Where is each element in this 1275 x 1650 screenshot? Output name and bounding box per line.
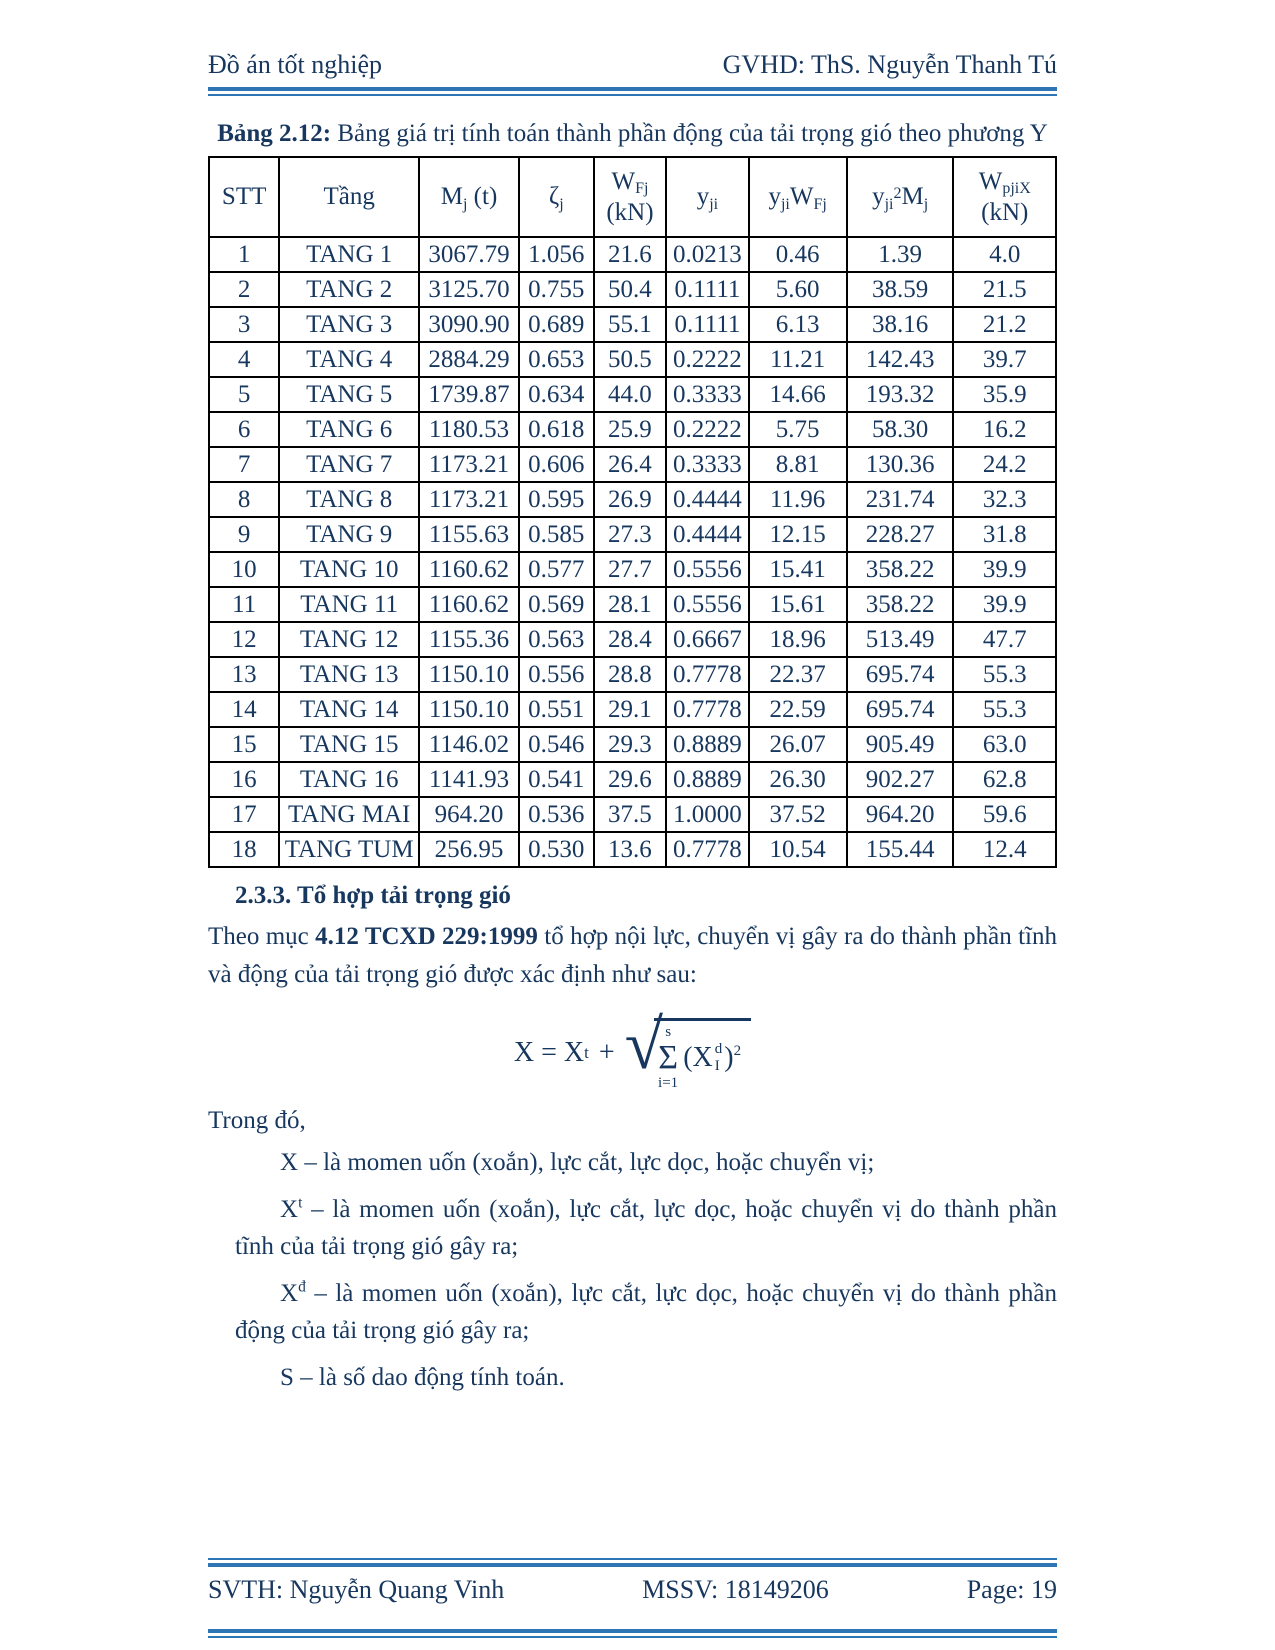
table-cell: 6 [209,412,279,447]
table-cell: 55.1 [594,307,667,342]
table-cell: 26.4 [594,447,667,482]
table-cell: 142.43 [847,342,954,377]
divider-thick-line [208,1629,1057,1633]
table-cell: 12.15 [749,517,847,552]
table-cell: 29.1 [594,692,667,727]
table-row [209,832,1056,867]
table-cell: TANG TUM [279,832,419,867]
divider-thick-line [208,1563,1057,1567]
definition-item [235,1359,1057,1397]
table-cell: 0.551 [519,692,594,727]
column-header: $y_{ji}$ [666,157,748,237]
table-cell: 964.20 [419,797,519,832]
table-cell: 31.8 [953,517,1056,552]
table-cell: 0.541 [519,762,594,797]
table-row [209,622,1056,657]
table-cell: 5.75 [749,412,847,447]
table-cell: 155.44 [847,832,954,867]
table-cell: 5.60 [749,272,847,307]
table-cell: 1180.53 [419,412,519,447]
table-body [209,237,1056,867]
table-cell: 29.6 [594,762,667,797]
table-row [209,412,1056,447]
table-cell: 10 [209,552,279,587]
table-cell: TANG 1 [279,237,419,272]
table-cell: 1155.63 [419,517,519,552]
table-cell: 11.21 [749,342,847,377]
table-cell: 1173.21 [419,447,519,482]
table-cell: 1146.02 [419,727,519,762]
definition-text: – là số dao động tính toán. [293,1363,565,1391]
table-cell: 0.7778 [666,832,748,867]
table-cell: TANG 4 [279,342,419,377]
table-cell: 27.7 [594,552,667,587]
table-cell: 28.1 [594,587,667,622]
table-cell: 0.595 [519,482,594,517]
table-cell: 18 [209,832,279,867]
table-cell: 8.81 [749,447,847,482]
table-cell: 62.8 [953,762,1056,797]
table-cell: TANG 5 [279,377,419,412]
table-cell: 15.61 [749,587,847,622]
table-cell: 0.577 [519,552,594,587]
definition-symbol: X [280,1279,299,1307]
table-row [209,377,1056,412]
table-row [209,342,1056,377]
table-cell: 16.2 [953,412,1056,447]
table-cell: 21.2 [953,307,1056,342]
table-cell: 0.2222 [666,412,748,447]
formula-lhs-superscript: t [584,1043,589,1062]
definition-item [235,1275,1057,1350]
definition-text: – là momen uốn (xoắn), lực cắt, lực dọc, hoặc chuyển vị; [298,1149,875,1176]
table-cell: TANG 12 [279,622,419,657]
table-cell: TANG 9 [279,517,419,552]
square-root [624,1007,751,1091]
table-cell: 3090.90 [419,307,519,342]
table-cell: 2884.29 [419,342,519,377]
table-cell: 44.0 [594,377,667,412]
table-cell: 16 [209,762,279,797]
table-cell: 5 [209,377,279,412]
table-cell: 3067.79 [419,237,519,272]
table-cell: 3 [209,307,279,342]
table-cell: 0.7778 [666,657,748,692]
definitions-list [208,1144,1057,1396]
definition-symbol: X [280,1149,299,1176]
column-header: STT [209,157,279,237]
definition-item [235,1191,1057,1266]
table-cell: TANG 3 [279,307,419,342]
table-cell: 11 [209,587,279,622]
divider-thick-line [208,87,1057,91]
table-row [209,447,1056,482]
wind-load-table [208,156,1057,868]
table-cell: 38.16 [847,307,954,342]
table-cell: 358.22 [847,587,954,622]
table-cell: 37.52 [749,797,847,832]
table-cell: TANG 13 [279,657,419,692]
table-cell: 32.3 [953,482,1056,517]
table-row [209,692,1056,727]
table-cell: 0.1111 [666,307,748,342]
table-cell: 28.8 [594,657,667,692]
footer-student-id: MSSV: 18149206 [642,1575,829,1604]
definition-symbol: X [280,1195,299,1223]
table-cell: 1141.93 [419,762,519,797]
table-cell: 21.6 [594,237,667,272]
header-right-text: GVHD: ThS. Nguyễn Thanh Tú [722,50,1057,79]
table-cell: 0.46 [749,237,847,272]
table-cell: 35.9 [953,377,1056,412]
table-cell: 1.39 [847,237,954,272]
sigma-icon: Σ [658,1038,679,1076]
table-caption-text: Bảng giá trị tính toán thành phần động của tải trọng gió theo phương Y [331,120,1048,147]
table-cell: 1.0000 [666,797,748,832]
table-cell: 10.54 [749,832,847,867]
table-cell: 22.37 [749,657,847,692]
table-cell: 26.30 [749,762,847,797]
table-cell: TANG 11 [279,587,419,622]
table-cell: 1150.10 [419,657,519,692]
table-cell: 26.9 [594,482,667,517]
table-cell: 0.3333 [666,447,748,482]
footer-page-number: Page: 19 [966,1575,1057,1604]
table-cell: 4.0 [953,237,1056,272]
table-cell: 50.4 [594,272,667,307]
table-cell: TANG 7 [279,447,419,482]
definition-symbol-superscript: t [298,1194,303,1212]
table-cell: 14 [209,692,279,727]
table-cell: 25.9 [594,412,667,447]
table-cell: TANG 6 [279,412,419,447]
table-row [209,307,1056,342]
table-cell: 28.4 [594,622,667,657]
table-cell: 8 [209,482,279,517]
table-cell: 1 [209,237,279,272]
divider-thin-line [208,1636,1057,1638]
table-cell: 0.4444 [666,517,748,552]
table-cell: 29.3 [594,727,667,762]
table-row [209,727,1056,762]
definition-text: – là momen uốn (xoắn), lực cắt, lực dọc, hoặc chuyển vị do thành phần động của tải trọng gió gây ra; [235,1279,1057,1344]
column-header: $M_j$ (t) [419,157,519,237]
table-cell: 695.74 [847,657,954,692]
table-cell: TANG 10 [279,552,419,587]
table-cell: TANG 2 [279,272,419,307]
page-header [208,50,1057,80]
table-cell: 9 [209,517,279,552]
table-cell: 26.07 [749,727,847,762]
table-cell: 12 [209,622,279,657]
table-cell: 37.5 [594,797,667,832]
table-cell: 0.689 [519,307,594,342]
term-supsub [715,1041,723,1074]
paragraph-text-end: tổ hợp nội lực, chuyển vị gây ra do thành phần tĩnh và động của tải trọng gió được xác định như sau: [208,923,1057,988]
table-cell: 13.6 [594,832,667,867]
table-cell: 0.585 [519,517,594,552]
table-row [209,237,1056,272]
table-row [209,552,1056,587]
column-header: $y_{ji}W_{Fj}$ [749,157,847,237]
table-cell: 358.22 [847,552,954,587]
table-cell: 17 [209,797,279,832]
radical-icon: √ [624,1007,664,1084]
table-cell: 21.5 [953,272,1056,307]
table-cell: 7 [209,447,279,482]
table-cell: 15 [209,727,279,762]
table-cell: 39.9 [953,587,1056,622]
table-cell: 58.30 [847,412,954,447]
sum-lower-limit: i=1 [658,1074,679,1091]
paragraph-bold-reference: 4.12 TCXD 229:1999 [315,923,538,950]
table-cell: 1160.62 [419,587,519,622]
table-cell: TANG 15 [279,727,419,762]
definition-text: – là momen uốn (xoắn), lực cắt, lực dọc, hoặc chuyển vị do thành phần tĩnh của tải trọng gió gây ra; [235,1195,1057,1260]
table-cell: 13 [209,657,279,692]
table-header-row [209,157,1056,237]
table-cell: 231.74 [847,482,954,517]
table-cell: 0.618 [519,412,594,447]
table-cell: 39.7 [953,342,1056,377]
table-caption-label: Bảng 2.12: [217,120,332,147]
where-label: Trong đó, [208,1107,306,1134]
table-cell: 0.0213 [666,237,748,272]
column-header: $\zeta_j$ [519,157,594,237]
table-cell: TANG 8 [279,482,419,517]
table-cell: 0.653 [519,342,594,377]
column-header: Tầng [279,157,419,237]
table-cell: 130.36 [847,447,954,482]
table-cell: 15.41 [749,552,847,587]
divider-thin-line [208,1558,1057,1560]
table-cell: 39.9 [953,552,1056,587]
table-cell: 0.8889 [666,727,748,762]
table-cell: 0.556 [519,657,594,692]
term-subscript: I [714,1057,720,1074]
combination-formula [513,1007,751,1091]
table-cell: 1173.21 [419,482,519,517]
header-left-text: Đồ án tốt nghiệp [208,50,383,79]
table-cell: 193.32 [847,377,954,412]
table-cell: 0.755 [519,272,594,307]
table-cell: 55.3 [953,692,1056,727]
column-header: $W_{Fj}$ (kN) [594,157,667,237]
table-cell: 0.569 [519,587,594,622]
paragraph-text-start: Theo mục [208,923,316,950]
table-cell: 228.27 [847,517,954,552]
table-cell: 1150.10 [419,692,519,727]
definition-symbol: S [280,1363,294,1391]
formula-term [683,1041,741,1074]
term-close: ) [724,1041,734,1073]
table-cell: 0.5556 [666,552,748,587]
table-cell: 11.96 [749,482,847,517]
table-row [209,657,1056,692]
table-cell: 47.7 [953,622,1056,657]
table-cell: 4 [209,342,279,377]
formula-block [208,1007,1057,1091]
table-row [209,587,1056,622]
table-cell: 1155.36 [419,622,519,657]
column-header: $y_{ji}^2M_j$ [847,157,954,237]
table-cell: 0.8889 [666,762,748,797]
table-row [209,797,1056,832]
table-row [209,482,1056,517]
table-cell: 256.95 [419,832,519,867]
table-cell: 2 [209,272,279,307]
table-cell: 0.3333 [666,377,748,412]
table-cell: 0.5556 [666,587,748,622]
table-cell: 513.49 [847,622,954,657]
table-cell: 3125.70 [419,272,519,307]
table-cell: 0.6667 [666,622,748,657]
table-cell: 14.66 [749,377,847,412]
table-cell: 964.20 [847,797,954,832]
table-cell: 0.563 [519,622,594,657]
term-exponent: 2 [733,1043,742,1059]
table-cell: 55.3 [953,657,1056,692]
sum-upper-limit: s [665,1024,672,1040]
table-cell: TANG 16 [279,762,419,797]
formula-lhs: X = X [513,1037,585,1068]
plus-sign: + [598,1037,615,1068]
table-cell: 0.4444 [666,482,748,517]
table-cell: 1.056 [519,237,594,272]
table-cell: 902.27 [847,762,954,797]
radicand [654,1018,751,1091]
table-cell: 0.546 [519,727,594,762]
table-cell: 63.0 [953,727,1056,762]
table-cell: 695.74 [847,692,954,727]
definition-item [235,1144,1057,1182]
table-cell: 0.1111 [666,272,748,307]
table-cell: 0.606 [519,447,594,482]
table-cell: 22.59 [749,692,847,727]
table-cell: 24.2 [953,447,1056,482]
table-cell: 0.2222 [666,342,748,377]
table-cell: 12.4 [953,832,1056,867]
footer-text-row [208,1575,1057,1605]
header-divider [208,87,1057,96]
table-cell: 905.49 [847,727,954,762]
table-cell: 1160.62 [419,552,519,587]
table-cell: 0.530 [519,832,594,867]
column-header: $W_{pjiX}$ (kN) [953,157,1056,237]
table-cell: 0.536 [519,797,594,832]
table-cell: 18.96 [749,622,847,657]
table-cell: 38.59 [847,272,954,307]
table-cell: 27.3 [594,517,667,552]
table-cell: 0.634 [519,377,594,412]
table-cell: 50.5 [594,342,667,377]
table-caption [208,120,1057,148]
intro-paragraph [208,918,1057,993]
term-superscript: d [714,1041,723,1057]
footer-author: SVTH: Nguyễn Quang Vinh [208,1575,505,1604]
footer-divider [208,1558,1057,1567]
bottom-border [208,1629,1057,1638]
table-cell: 1739.87 [419,377,519,412]
table-cell: TANG 14 [279,692,419,727]
table-cell: 6.13 [749,307,847,342]
definition-symbol-superscript: đ [298,1278,306,1296]
page-footer [208,1558,1057,1638]
table-cell: TANG MAI [279,797,419,832]
section-heading: 2.3.3. Tổ hợp tải trọng gió [235,882,511,909]
table-row [209,517,1056,552]
table-row [209,272,1056,307]
table-cell: 59.6 [953,797,1056,832]
divider-thin-line [208,94,1057,96]
table-row [209,762,1056,797]
term-open: (X [683,1041,713,1073]
table-cell: 0.7778 [666,692,748,727]
